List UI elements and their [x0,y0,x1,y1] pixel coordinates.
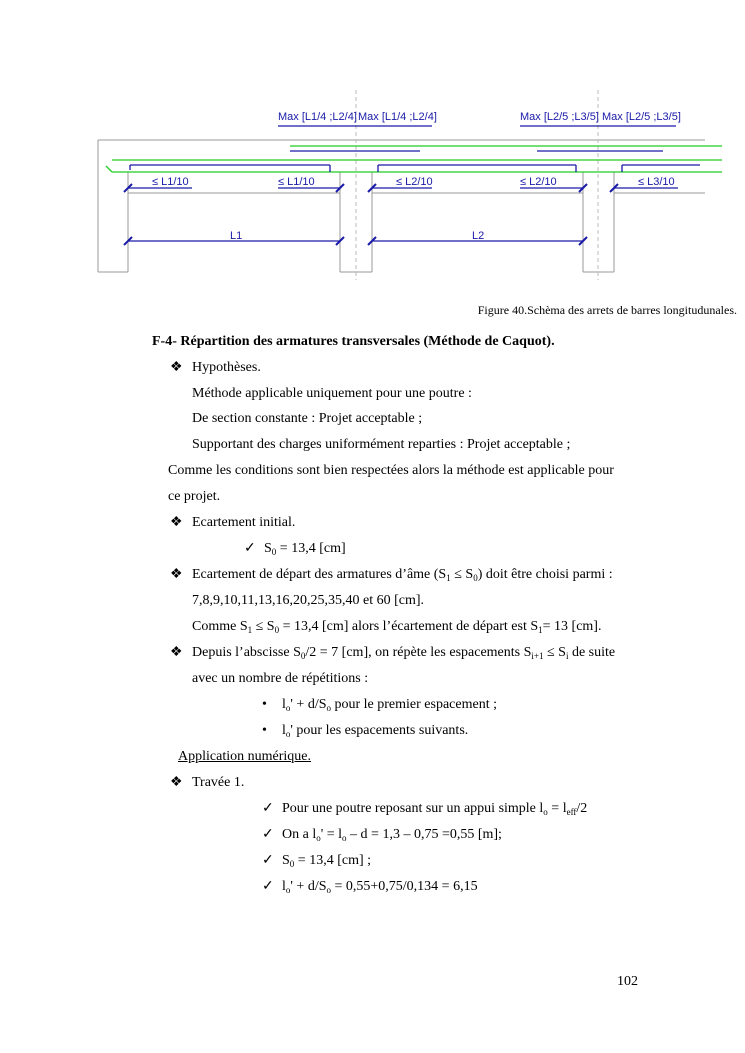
dimension-lines [128,188,678,241]
top-label-2: Max [L1/4 ;L2/4] [358,111,437,123]
figure-caption: Figure 40.Schèma des arrets de barres longitudunales. [477,303,737,317]
dot-bullet-icon: • [262,697,267,712]
section-heading: F-4- Répartition des armatures transversales (Méthode de Caquot). [152,334,555,349]
travee-item: ❖ Travée 1. [170,775,245,790]
hyp-line-3: Supportant des charges uniformément reparties : Projet acceptable ; [192,437,571,452]
top-label-3: Max [L2/5 ;L3/5] [520,111,599,123]
hyp-line-2: De section constante : Projet acceptable ; [192,411,423,426]
comme-line: Comme $S_1 \le S_0 = 13,4$ [cm] alors l’écartement de départ est $S_1= 13$ [cm]. [192,619,602,635]
check-item-1: ✓ Pour une poutre reposant sur un appui simple $l_o = l_{eff}/2$ [262,801,588,817]
application-title: Application numérique. [178,749,311,764]
checkmark-icon: ✓ [262,853,274,868]
hypotheses-item: ❖ Hypothèses. [170,360,261,375]
depuis-item: ❖ Depuis l’abscisse $S_0/2 = 7$ [cm], on répète les espacements $S_{i+1} \le S_i$ de suite [170,645,616,661]
checkmark-icon: ✓ [244,541,256,556]
top-label-1: Max [L1/4 ;L2/4] [278,111,357,123]
dot-bullet-icon: • [262,723,267,738]
check-item-2: ✓ On a $l_o' = l_o - d = 1,3 - 0,75 =0,55$ [m]; [262,827,502,843]
conclusion-line-1: Comme les conditions sont bien respectées alors la méthode est applicable pour [168,463,614,478]
check-item-4: ✓ $l_o' + d/S_o = 0,55+0,75/0,134 = 6,15$ [262,879,478,895]
checkmark-icon: ✓ [262,801,274,816]
bar-stopping-diagram [0,0,745,300]
hyp-line-1: Méthode applicable uniquement pour une poutre : [192,386,472,401]
green-bars [106,146,722,172]
support-label-5: ≤ L3/10 [638,176,675,188]
ecartement-initial-item: ❖ Ecartement initial. [170,515,296,530]
conclusion-line-2: ce projet. [168,489,221,504]
support-label-2: ≤ L1/10 [278,176,315,188]
diamond-bullet-icon: ❖ [170,775,183,790]
diamond-bullet-icon: ❖ [170,360,183,375]
bullet-first-spacing: • $l_o' + d/S_o$ pour le premier espacement ; [262,697,497,713]
span-label-2: L2 [472,230,485,242]
page-number: 102 [617,974,638,989]
support-label-3: ≤ L2/10 [396,176,433,188]
check-item-3: ✓ $S_0 = 13,4$ [cm] ; [262,853,372,869]
bullet-next-spacings: • $l_o'$ pour les espacements suivants. [262,723,469,739]
support-label-4: ≤ L2/10 [520,176,557,188]
diamond-bullet-icon: ❖ [170,515,183,530]
choices-line: 7,8,9,10,11,13,16,20,25,35,40 et 60 [cm]. [192,593,425,608]
span-label-1: L1 [230,230,243,242]
checkmark-icon: ✓ [262,827,274,842]
ecartement-depart-item: ❖ Ecartement de départ des armatures d’âme $(S_1 \le S_0)$ doit être choisi parmi : [170,567,613,583]
s0-check-item: ✓ $S_0 = 13,4$ [cm] [244,541,346,557]
depuis-line-2: avec un nombre de répétitions : [192,671,369,686]
diamond-bullet-icon: ❖ [170,567,183,582]
support-label-1: ≤ L1/10 [152,176,189,188]
checkmark-icon: ✓ [262,879,274,894]
diamond-bullet-icon: ❖ [170,645,183,660]
top-label-4: Max [L2/5 ;L3/5] [602,111,681,123]
blue-bars [130,126,700,172]
